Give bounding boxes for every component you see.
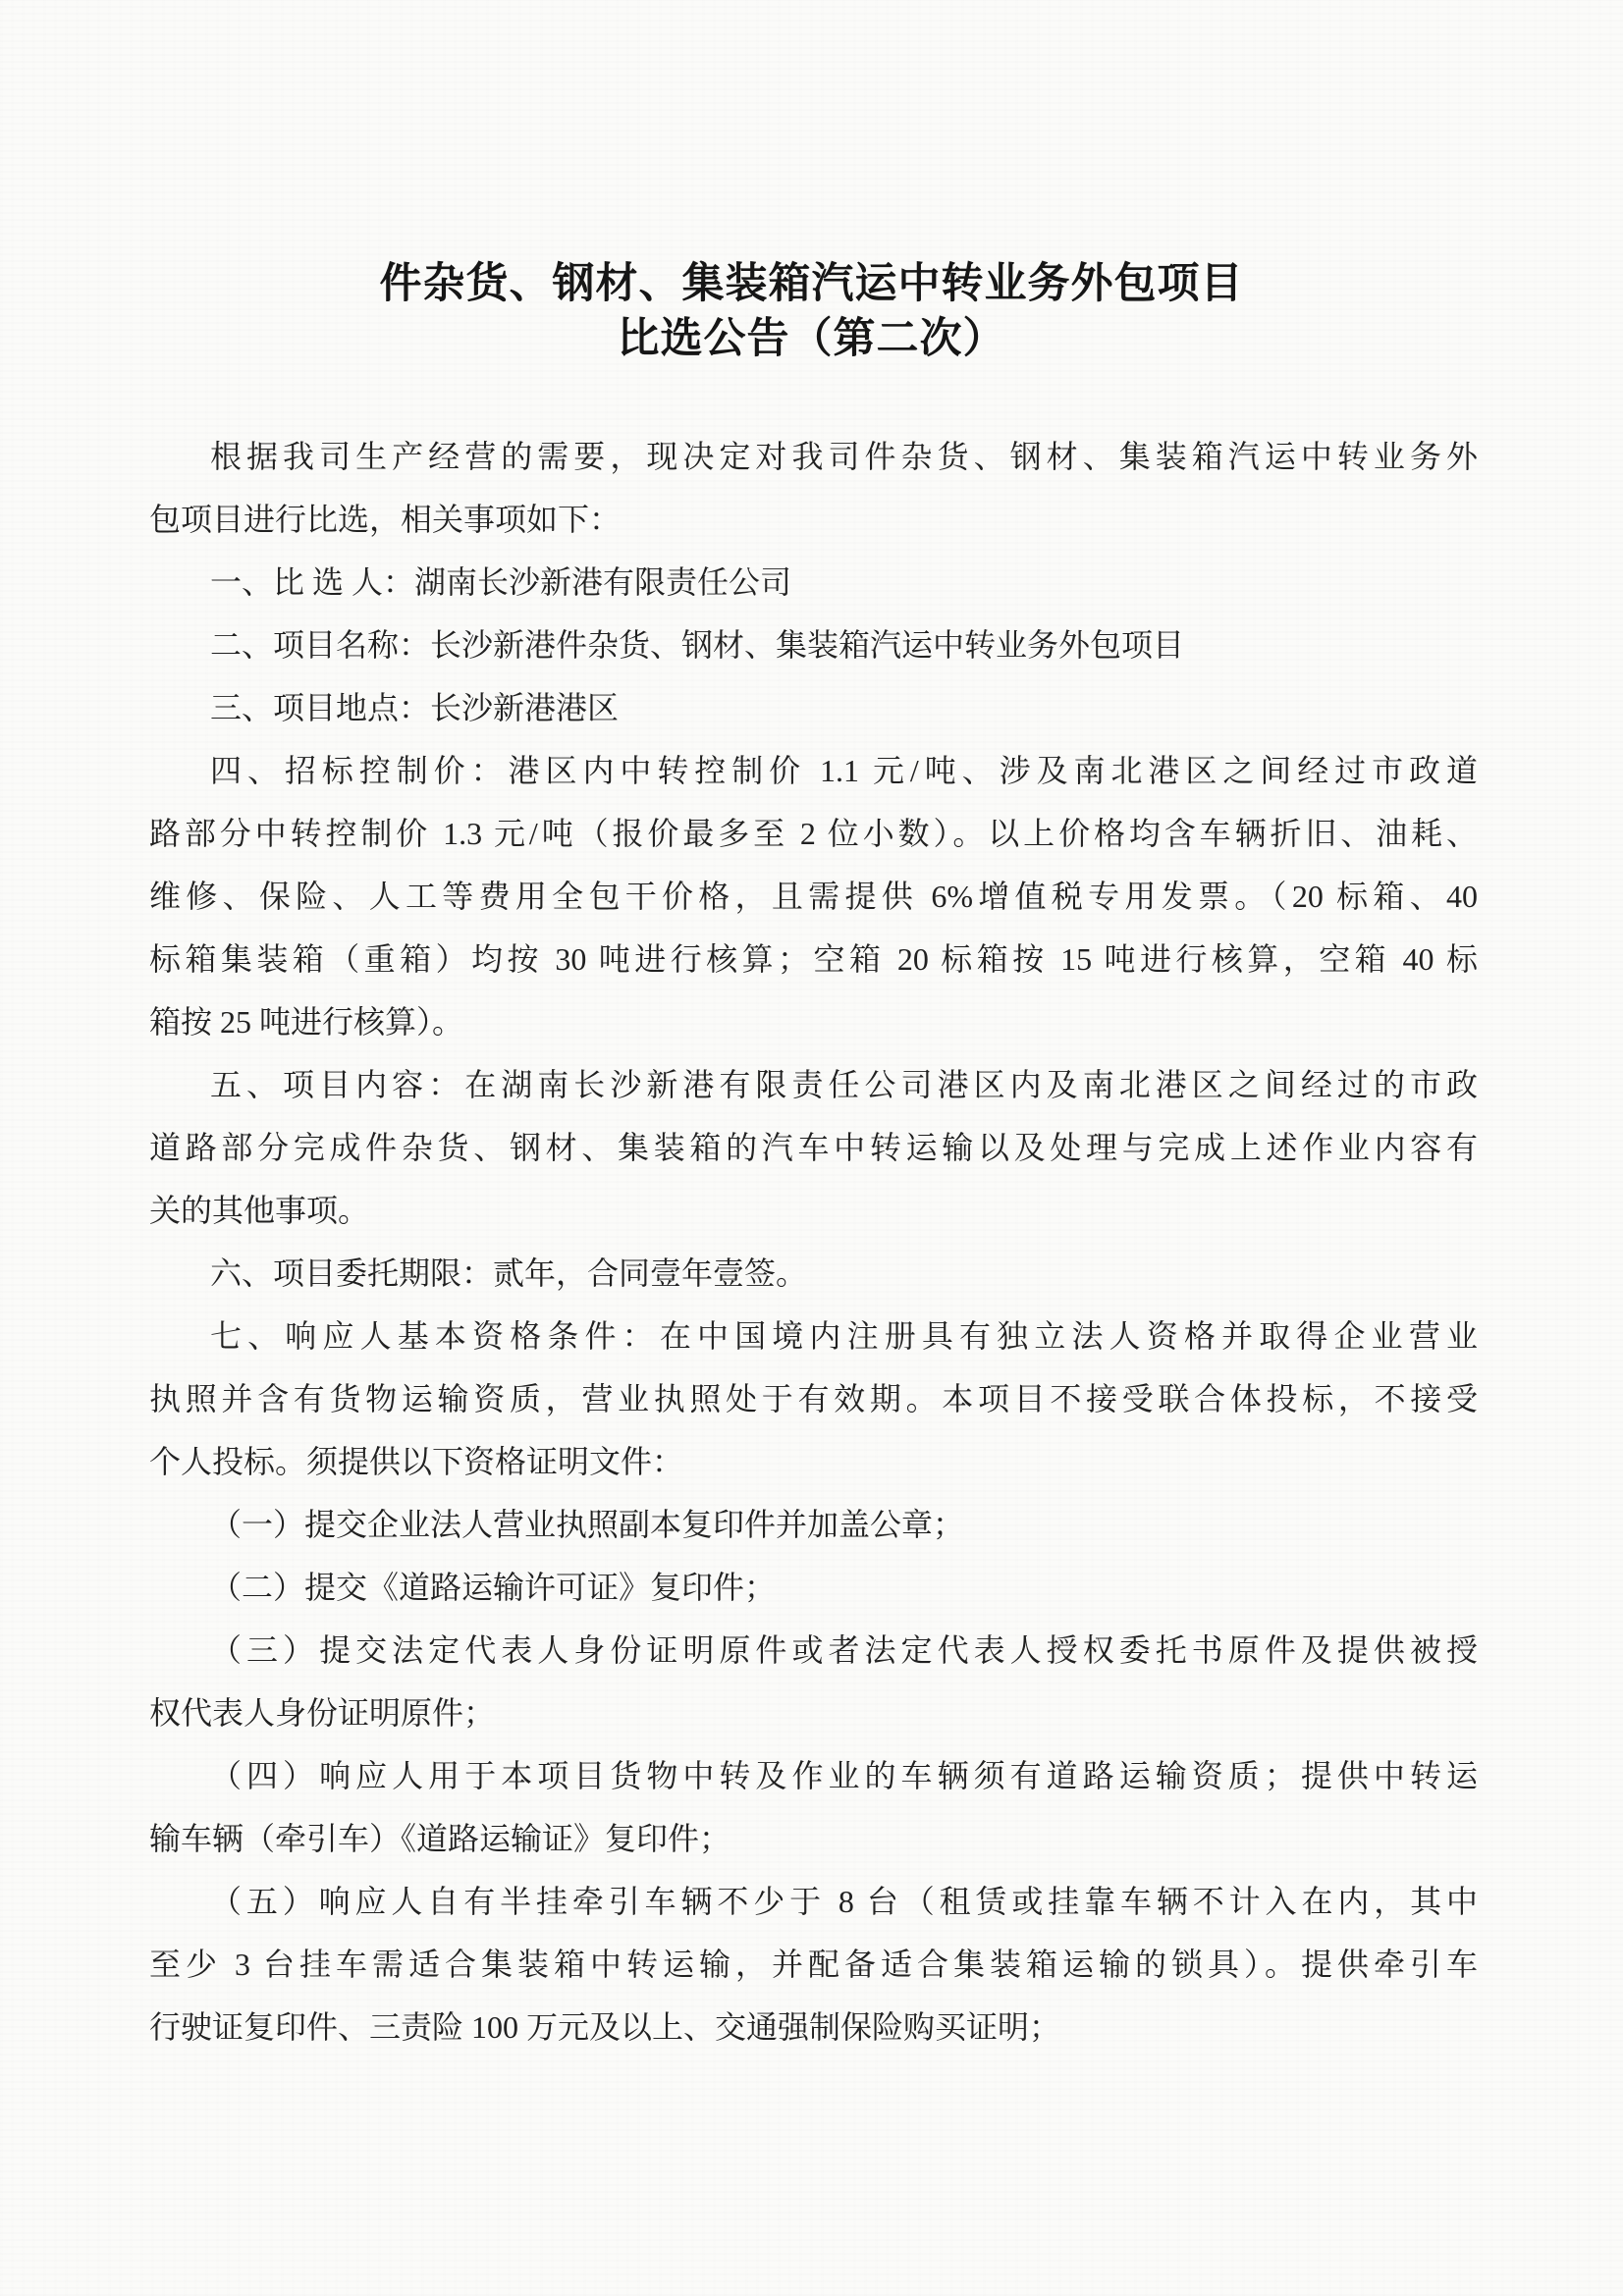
text-line: 至少 3 台挂车需适合集装箱中转运输，并配备适合集装箱运输的锁具）。提供牵引车: [149, 1947, 1478, 1982]
text-line: 六、项目委托期限：贰年，合同壹年壹签。: [210, 1255, 808, 1291]
text-line: 二、项目名称：长沙新港件杂货、钢材、集装箱汽运中转业务外包项目: [210, 627, 1185, 663]
text-line: 输车辆（牵引车）《道路运输证》复印件；: [149, 1821, 731, 1856]
text-line: （五）响应人自有半挂牵引车辆不少于 8 台（租赁或挂靠车辆不计入在内，其中: [210, 1884, 1478, 1919]
document-title-line2: 比选公告（第二次）: [617, 316, 1006, 362]
text-line: （二）提交《道路运输许可证》复印件；: [210, 1570, 777, 1605]
text-line: （三）提交法定代表人身份证明原件或者法定代表人授权委托书原件及提供被授: [210, 1632, 1478, 1668]
text-line: 七、响应人基本资格条件：在中国境内注册具有独立法人资格并取得企业营业: [210, 1318, 1478, 1354]
text-line: 箱按 25 吨进行核算）。: [149, 1004, 464, 1040]
text-line: 个人投标。须提供以下资格证明文件：: [149, 1444, 684, 1479]
document-title: [0, 257, 1623, 367]
text-line: 四、招标控制价：港区内中转控制价 1.1 元/吨、涉及南北港区之间经过市政道: [210, 753, 1478, 788]
text-line: 权代表人身份证明原件；: [149, 1695, 496, 1731]
paragraph: [149, 1242, 1478, 1305]
document-title-line1: 件杂货、钢材、集装箱汽运中转业务外包项目: [379, 261, 1244, 307]
text-line: 路部分中转控制价 1.3 元/吨（报价最多至 2 位小数）。以上价格均含车辆折旧、油耗、: [149, 816, 1478, 851]
paragraph: [149, 739, 1478, 1053]
text-line: 执照并含有货物运输资质，营业执照处于有效期。本项目不接受联合体投标，不接受: [149, 1381, 1478, 1416]
text-line: 行驶证复印件、三责险 100 万元及以上、交通强制保险购买证明；: [149, 2009, 1061, 2045]
text-line: 关的其他事项。: [149, 1193, 370, 1228]
paragraph: [149, 1053, 1478, 1242]
paragraph: [149, 1556, 1478, 1619]
paragraph: [149, 614, 1478, 676]
paragraph: [149, 1619, 1478, 1744]
text-line: 标箱集装箱（重箱）均按 30 吨进行核算；空箱 20 标箱按 15 吨进行核算，空箱 40 标: [149, 941, 1478, 977]
paragraph: [149, 551, 1478, 614]
text-line: 五、项目内容：在湖南长沙新港有限责任公司港区内及南北港区之间经过的市政: [210, 1067, 1478, 1102]
paragraph: [149, 676, 1478, 739]
paragraph: [149, 425, 1478, 551]
text-line: （一）提交企业法人营业执照副本复印件并加盖公章；: [210, 1507, 965, 1542]
text-line: 根据我司生产经营的需要，现决定对我司件杂货、钢材、集装箱汽运中转业务外: [210, 439, 1478, 474]
paragraph: [149, 1493, 1478, 1556]
text-line: （四）响应人用于本项目货物中转及作业的车辆须有道路运输资质；提供中转运: [210, 1758, 1478, 1793]
text-line: 维修、保险、人工等费用全包干价格，且需提供 6%增值税专用发票。（20 标箱、40: [149, 879, 1478, 914]
paragraph: [149, 1870, 1478, 2058]
paragraph: [149, 1744, 1478, 1870]
text-line: 道路部分完成件杂货、钢材、集装箱的汽车中转运输以及处理与完成上述作业内容有: [149, 1130, 1478, 1165]
document-body: [149, 425, 1478, 2058]
text-line: 一、比 选 人：湖南长沙新港有限责任公司: [210, 564, 792, 600]
text-line: 包项目进行比选，相关事项如下：: [149, 502, 622, 537]
text-line: 三、项目地点：长沙新港港区: [210, 690, 620, 725]
paragraph: [149, 1305, 1478, 1493]
